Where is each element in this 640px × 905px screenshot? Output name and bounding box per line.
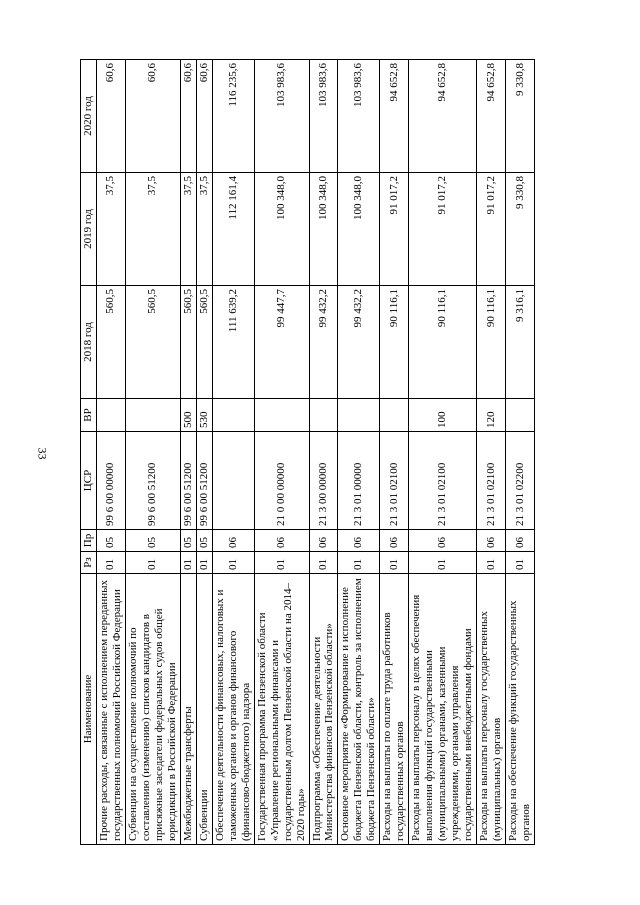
row-name: Основное мероприятие «Формирование и исполнение бюджета Пензенской области, контроль за исполнением бюджета Пензенской области» xyxy=(338,574,380,845)
table-row xyxy=(196,60,212,845)
row-csr: 21 3 01 02100 xyxy=(409,432,477,530)
row-2019: 100 348,0 xyxy=(338,173,380,286)
row-name: Субвенции xyxy=(196,574,212,845)
row-csr: 21 3 01 00000 xyxy=(338,432,380,530)
header-vr: ВР xyxy=(81,399,97,432)
row-rz: 01 xyxy=(212,552,254,574)
row-vr xyxy=(309,399,338,432)
budget-table xyxy=(80,59,535,845)
table-row xyxy=(380,60,409,845)
row-pr: 06 xyxy=(309,530,338,552)
row-vr xyxy=(254,399,309,432)
row-rz: 01 xyxy=(309,552,338,574)
row-vr: 530 xyxy=(196,399,212,432)
row-pr: 05 xyxy=(180,530,196,552)
row-2020: 94 652,8 xyxy=(380,60,409,173)
header-name: Наименование xyxy=(81,574,97,845)
row-2018: 111 639,2 xyxy=(212,286,254,399)
row-2018: 90 116,1 xyxy=(409,286,477,399)
row-csr: 21 3 01 02200 xyxy=(506,432,535,530)
row-csr: 99 6 00 51200 xyxy=(180,432,196,530)
row-csr: 21 0 00 00000 xyxy=(254,432,309,530)
row-2020: 60,6 xyxy=(196,60,212,173)
row-pr: 06 xyxy=(338,530,380,552)
row-2020: 103 983,6 xyxy=(254,60,309,173)
row-2019: 91 017,2 xyxy=(409,173,477,286)
row-rz: 01 xyxy=(409,552,477,574)
row-2019: 37,5 xyxy=(196,173,212,286)
table-row xyxy=(212,60,254,845)
row-pr: 05 xyxy=(125,530,180,552)
row-2018: 560,5 xyxy=(125,286,180,399)
budget-table-container xyxy=(80,60,533,845)
header-row xyxy=(81,60,97,845)
row-rz: 01 xyxy=(96,552,125,574)
row-rz: 01 xyxy=(180,552,196,574)
row-vr: 500 xyxy=(180,399,196,432)
row-name: Обеспечение деятельности финансовых, налоговых и таможенных органов и органов финансового (финансово-бюджетного) надзора xyxy=(212,574,254,845)
row-name: Субвенции на осуществление полномочий по составлению (изменению) списков кандидатов в присяжные заседатели федеральных судов общей юрисдикции в Российской Федерации xyxy=(125,574,180,845)
row-rz: 01 xyxy=(477,552,506,574)
row-csr: 99 6 00 51200 xyxy=(196,432,212,530)
row-name: Расходы на выплаты по оплате труда работников государственных органов xyxy=(380,574,409,845)
row-2018: 90 116,1 xyxy=(380,286,409,399)
table-row xyxy=(477,60,506,845)
table-row xyxy=(180,60,196,845)
row-2019: 37,5 xyxy=(180,173,196,286)
row-rz: 01 xyxy=(125,552,180,574)
row-name: Расходы на обеспечение функций государственных органов xyxy=(506,574,535,845)
row-2019: 37,5 xyxy=(125,173,180,286)
header-pr: Пр xyxy=(81,530,97,552)
row-csr xyxy=(212,432,254,530)
row-rz: 01 xyxy=(506,552,535,574)
row-pr: 06 xyxy=(254,530,309,552)
row-vr xyxy=(506,399,535,432)
row-vr xyxy=(125,399,180,432)
row-2019: 112 161,4 xyxy=(212,173,254,286)
row-2018: 560,5 xyxy=(96,286,125,399)
row-csr: 21 3 01 02100 xyxy=(380,432,409,530)
row-2019: 100 348,0 xyxy=(254,173,309,286)
row-pr: 06 xyxy=(409,530,477,552)
header-csr: ЦСР xyxy=(81,432,97,530)
row-name: Подпрограмма «Обеспечение деятельности Министерства финансов Пензенской области» xyxy=(309,574,338,845)
row-vr xyxy=(212,399,254,432)
row-2020: 60,6 xyxy=(125,60,180,173)
row-vr: 100 xyxy=(409,399,477,432)
row-2020: 103 983,6 xyxy=(338,60,380,173)
row-2018: 560,5 xyxy=(180,286,196,399)
row-2018: 90 116,1 xyxy=(477,286,506,399)
row-vr xyxy=(338,399,380,432)
row-2018: 99 432,2 xyxy=(338,286,380,399)
row-csr: 99 6 00 51200 xyxy=(125,432,180,530)
row-csr: 21 3 01 02100 xyxy=(477,432,506,530)
row-rz: 01 xyxy=(380,552,409,574)
rotated-table xyxy=(80,60,533,845)
row-2018: 560,5 xyxy=(196,286,212,399)
table-row xyxy=(125,60,180,845)
row-rz: 01 xyxy=(254,552,309,574)
row-pr: 05 xyxy=(96,530,125,552)
header-2019: 2019 год xyxy=(81,173,97,286)
row-name: Межбюджетные трансферты xyxy=(180,574,196,845)
row-rz: 01 xyxy=(338,552,380,574)
row-2019: 100 348,0 xyxy=(309,173,338,286)
row-vr xyxy=(380,399,409,432)
row-2020: 103 983,6 xyxy=(309,60,338,173)
row-pr: 06 xyxy=(380,530,409,552)
row-2020: 94 652,8 xyxy=(477,60,506,173)
row-2020: 60,6 xyxy=(180,60,196,173)
header-2020: 2020 год xyxy=(81,60,97,173)
row-2018: 9 316,1 xyxy=(506,286,535,399)
row-vr: 120 xyxy=(477,399,506,432)
header-rz: Рз xyxy=(81,552,97,574)
row-name: Расходы на выплаты персоналу государственных (муниципальных) органов xyxy=(477,574,506,845)
row-name: Прочие расходы, связанные с исполнением переданных государственных полномочий Российской Федерации xyxy=(96,574,125,845)
row-2019: 9 330,8 xyxy=(506,173,535,286)
row-2020: 116 235,6 xyxy=(212,60,254,173)
row-name: Государственная программа Пензенской области «Управление региональными финансами и государственным долгом Пензенской области на 2014–2020 годы» xyxy=(254,574,309,845)
row-2018: 99 447,7 xyxy=(254,286,309,399)
row-vr xyxy=(96,399,125,432)
row-csr: 99 6 00 00000 xyxy=(96,432,125,530)
row-2020: 60,6 xyxy=(96,60,125,173)
row-2020: 94 652,8 xyxy=(409,60,477,173)
table-row xyxy=(254,60,309,845)
row-2019: 91 017,2 xyxy=(380,173,409,286)
row-2020: 9 330,8 xyxy=(506,60,535,173)
table-row xyxy=(506,60,535,845)
row-pr: 06 xyxy=(212,530,254,552)
row-name: Расходы на выплаты персоналу в целях обеспечения выполнения функций государственными (муниципальными) органами, казенными учреждениями, органами управления государственными внебюджетными фондами xyxy=(409,574,477,845)
row-2019: 37,5 xyxy=(96,173,125,286)
table-row xyxy=(309,60,338,845)
header-2018: 2018 год xyxy=(81,286,97,399)
table-row xyxy=(409,60,477,845)
row-rz: 01 xyxy=(196,552,212,574)
row-2019: 91 017,2 xyxy=(477,173,506,286)
table-row xyxy=(96,60,125,845)
table-row xyxy=(338,60,380,845)
row-pr: 06 xyxy=(477,530,506,552)
row-csr: 21 3 00 00000 xyxy=(309,432,338,530)
page-number: 33 xyxy=(35,447,50,460)
row-2018: 99 432,2 xyxy=(309,286,338,399)
row-pr: 06 xyxy=(506,530,535,552)
row-pr: 05 xyxy=(196,530,212,552)
